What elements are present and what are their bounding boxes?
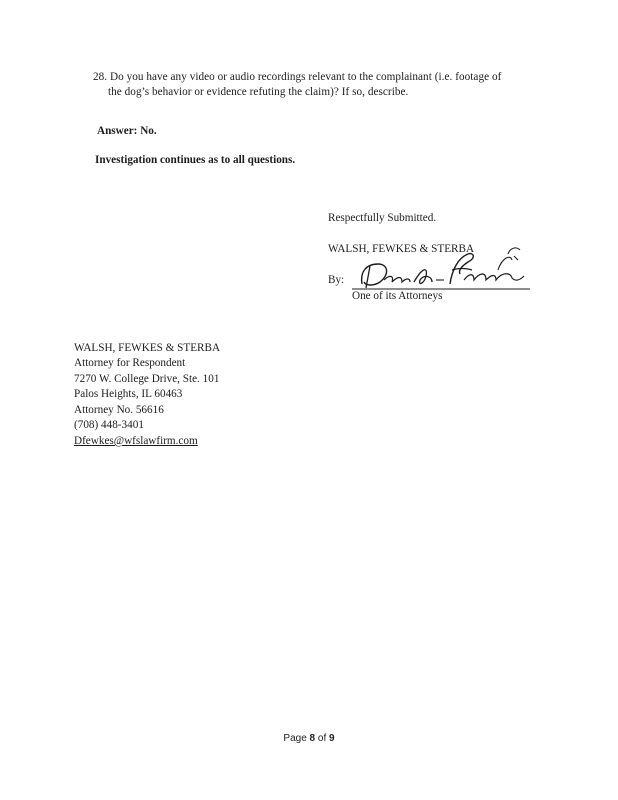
address-city: Palos Heights, IL 60463 (74, 388, 183, 400)
closing-text: Respectfully Submitted. (328, 212, 437, 224)
question-28-line-2: the dog’s behavior or evidence refuting the claim)? If so, describe. (108, 86, 409, 98)
signature-role: One of its Attorneys (352, 290, 443, 302)
investigation-note: Investigation continues as to all questions. (95, 154, 296, 166)
phone-number: (708) 448-3401 (74, 419, 144, 431)
address-street: 7270 W. College Drive, Ste. 101 (74, 373, 220, 385)
email-link[interactable]: Dfewkes@wfslawfirm.com (74, 435, 198, 447)
page-total: 9 (329, 733, 335, 744)
address-firm-name: WALSH, FEWKES & STERBA (74, 342, 221, 354)
signature-firm-name: WALSH, FEWKES & STERBA (328, 243, 475, 255)
page-current: 8 (309, 733, 316, 744)
address-role: Attorney for Respondent (74, 357, 186, 369)
page-footer (0, 733, 618, 744)
by-label: By: (328, 274, 345, 286)
page-label: Page (283, 733, 307, 744)
answer-text: Answer: No. (97, 125, 157, 137)
attorney-number: Attorney No. 56616 (74, 404, 164, 416)
page-sep: of (317, 733, 327, 744)
question-28-line-1: 28. Do you have any video or audio recordings relevant to the complainant (i.e. footage of (93, 71, 502, 83)
